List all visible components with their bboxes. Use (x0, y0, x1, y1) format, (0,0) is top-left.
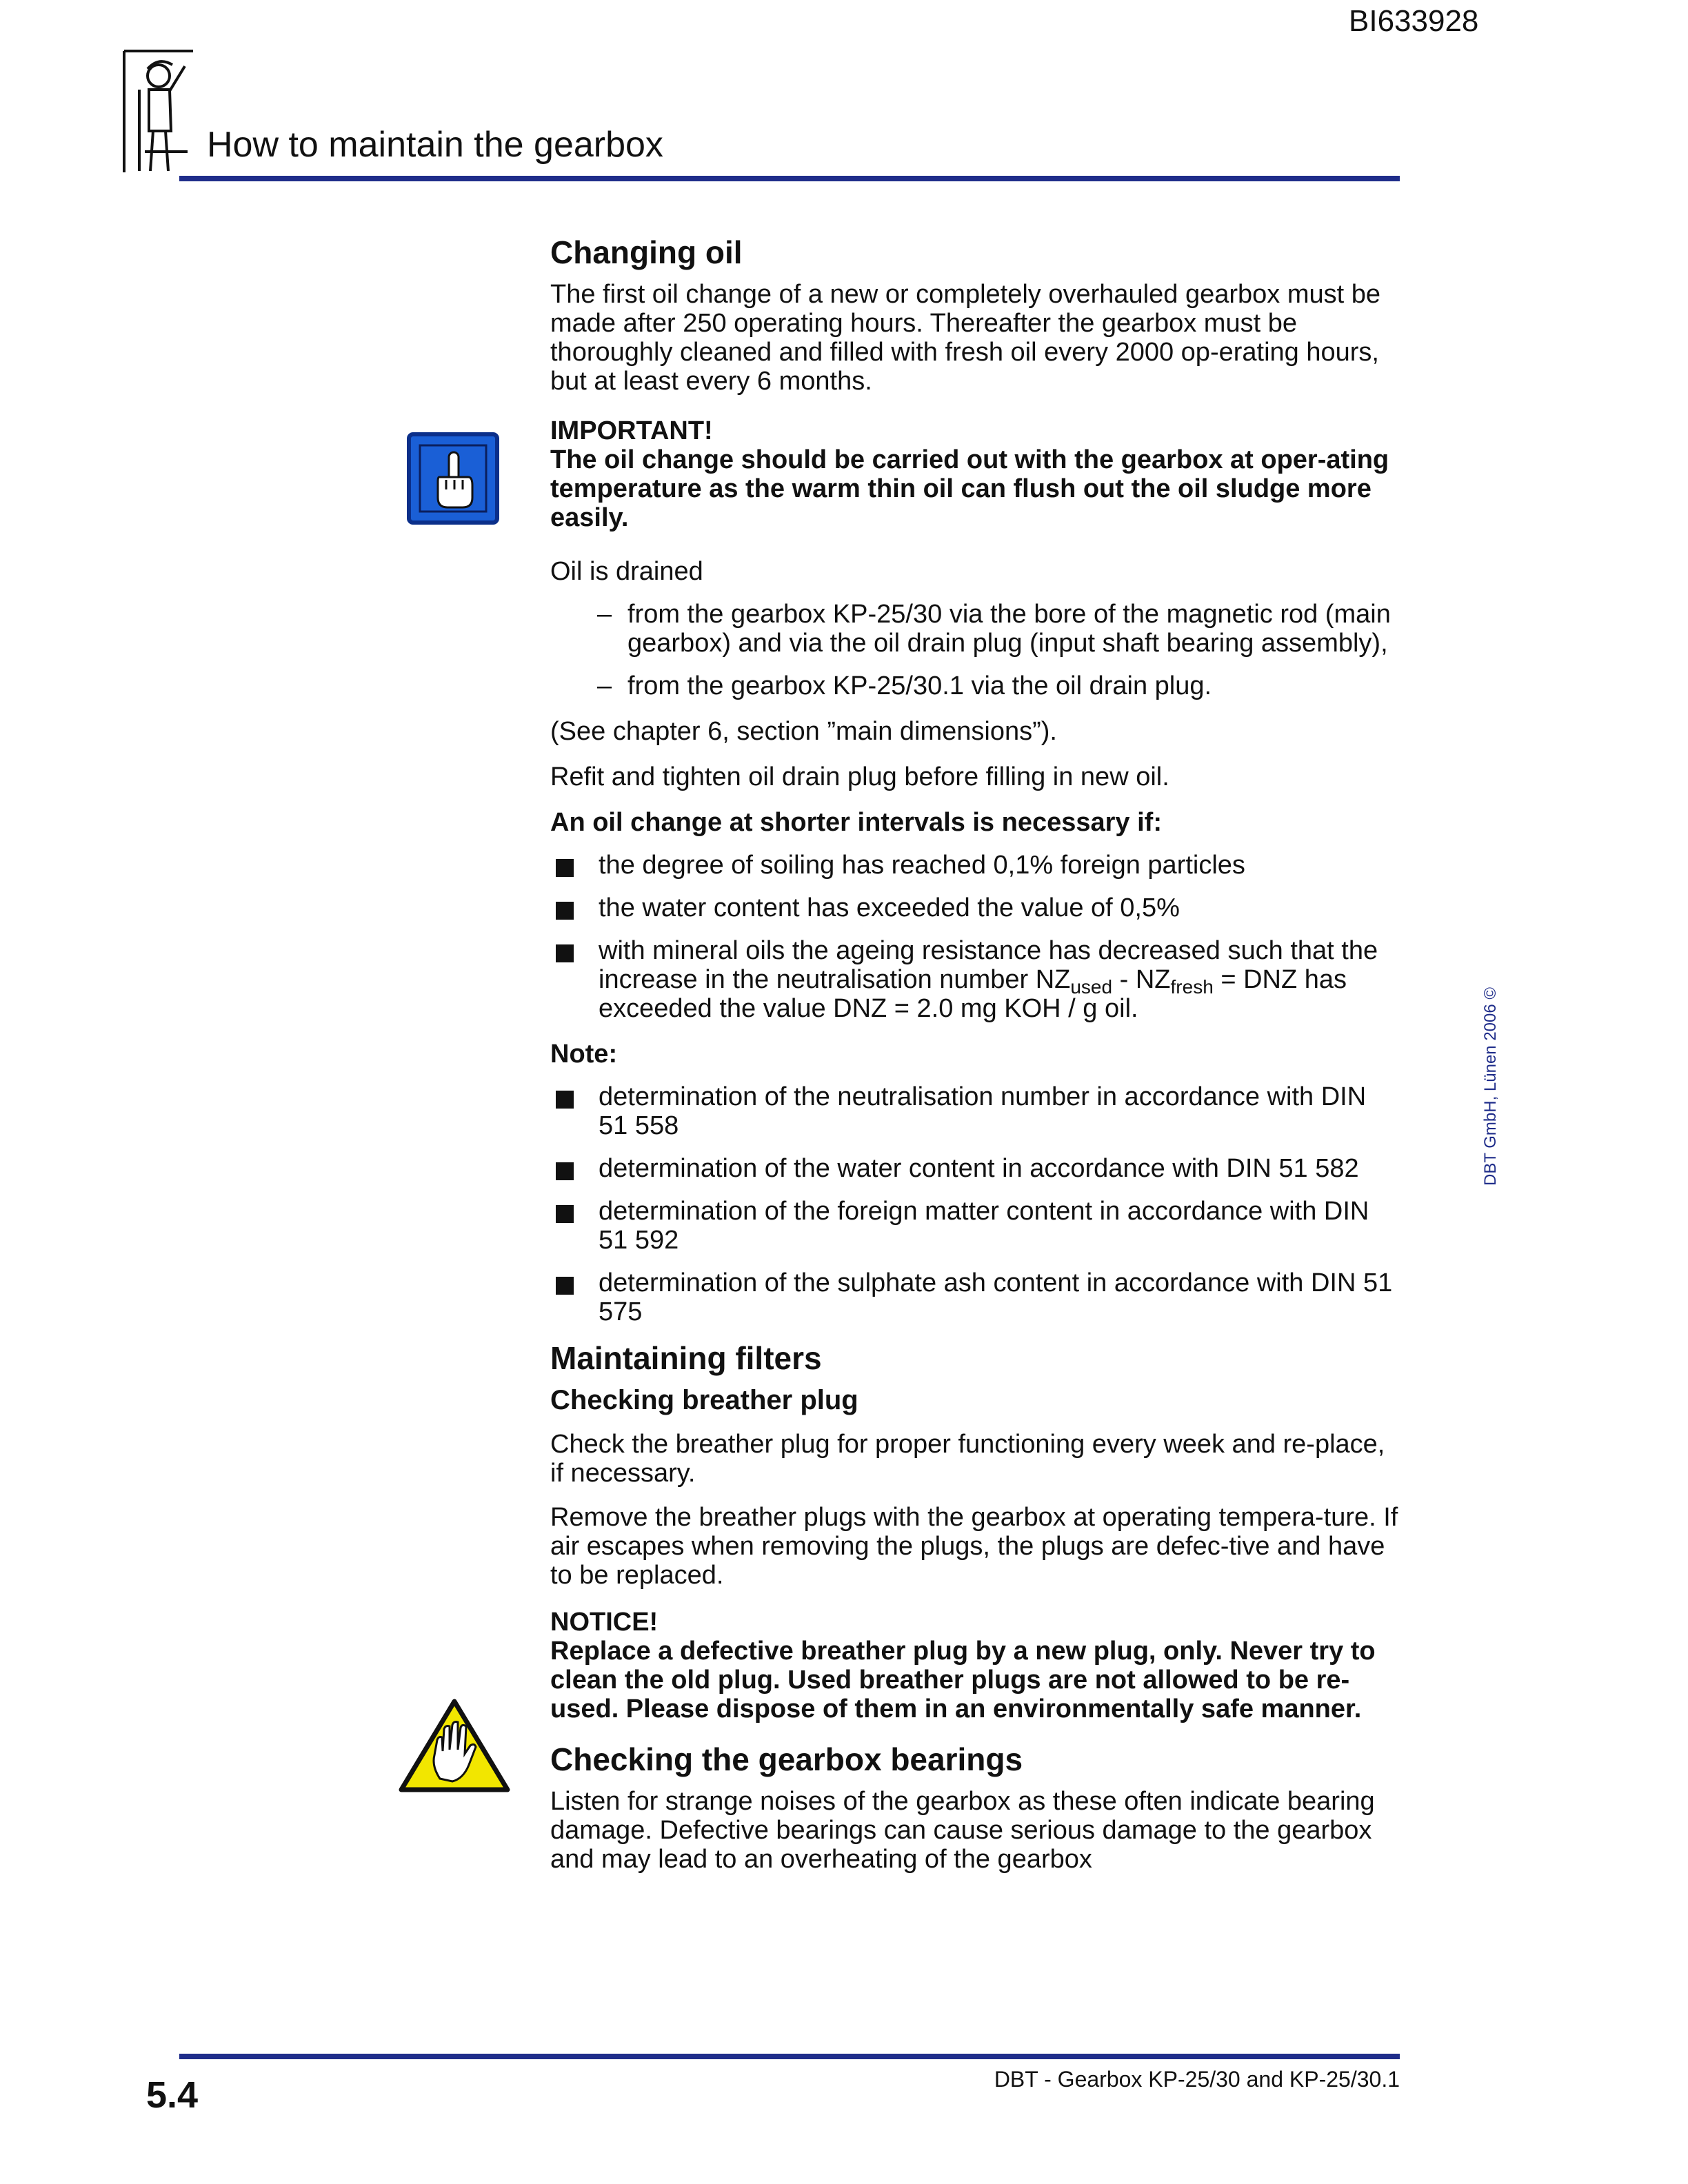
document-id: BI633928 (1349, 4, 1479, 38)
notice-label: NOTICE! (550, 1608, 659, 1637)
notice-callout (550, 1608, 1400, 1723)
important-text: The oil change should be carried out with the gearbox at oper-ating temperature as the warm thin oil can flush out the oil sludge more easily. (550, 445, 1389, 532)
header-rule (179, 176, 1400, 181)
note-list (550, 1082, 1400, 1326)
bullet-square-icon (556, 944, 574, 962)
list-item: determination of the water content in accordance with DIN 51 582 (550, 1154, 1400, 1183)
list-item: with mineral oils the ageing resistance has decreased such that the increase in the neutralisation number $NZ_{used} - NZ_{fresh}$ = DNZ has exceeded the value DNZ = 2.0 mg KOH / g oil. (550, 936, 1400, 1023)
footer-doc-title: DBT - Gearbox KP-25/30 and KP-25/30.1 (994, 2067, 1400, 2092)
bullet-square-icon (556, 859, 574, 877)
footer-rule (179, 2054, 1400, 2059)
refit-instruction: Refit and tighten oil drain plug before filling in new oil. (550, 762, 1169, 791)
breather-paragraph-2: Remove the breather plugs with the gearbox at operating tempera-ture. If air escapes when removing the plugs, the plugs are defec-tive and have to be replaced. (550, 1503, 1398, 1590)
section-heading-bearings: Checking the gearbox bearings (550, 1741, 1023, 1777)
shorter-intervals-list (550, 851, 1400, 1023)
note-label: Note: (550, 1040, 618, 1069)
pointing-hand-icon (406, 432, 500, 525)
list-item: determination of the foreign matter content in accordance with DIN 51 592 (550, 1197, 1400, 1255)
page-number: 5.4 (146, 2074, 199, 2116)
raised-hand-warning-icon (397, 1697, 512, 1794)
side-copyright: DBT GmbH, Lünen 2006 © (1481, 987, 1500, 1186)
important-label: IMPORTANT! (550, 416, 713, 445)
chapter-reference: (See chapter 6, section ”main dimensions”). (550, 717, 1057, 746)
bearings-paragraph: Listen for strange noises of the gearbox as these often indicate bearing damage. Defective bearings can cause serious damage to the gearbox and may lead to an overheating of the gearbox (550, 1787, 1375, 1874)
bullet-square-icon (556, 1162, 574, 1180)
oil-drained-intro: Oil is drained (550, 557, 703, 586)
bullet-square-icon (556, 1205, 574, 1223)
bullet-square-icon (556, 902, 574, 920)
notice-text: Replace a defective breather plug by a new plug, only. Never try to clean the old plug. Used breather plugs are not allowed to be re-used. Please dispose of them in an environmentally safe manner. (550, 1637, 1376, 1723)
section-heading-changing-oil: Changing oil (550, 234, 743, 270)
worker-icon (119, 48, 194, 176)
list-item: determination of the neutralisation number in accordance with DIN 51 558 (550, 1082, 1400, 1140)
list-item: determination of the sulphate ash content in accordance with DIN 51 575 (550, 1268, 1400, 1326)
breather-paragraph-1: Check the breather plug for proper functioning every week and re-place, if necessary. (550, 1430, 1385, 1488)
bullet-square-icon (556, 1277, 574, 1295)
drain-list (550, 600, 1400, 700)
bullet-square-icon (556, 1091, 574, 1109)
list-item: the water content has exceeded the value of 0,5% (550, 893, 1400, 922)
list-item: the degree of soiling has reached 0,1% foreign particles (550, 851, 1400, 880)
list-item: – from the gearbox KP-25/30 via the bore of the magnetic rod (main gearbox) and via the oil drain plug (input shaft bearing assembly), (597, 600, 1391, 658)
subheading-breather-plug: Checking breather plug (550, 1385, 858, 1415)
page-title: How to maintain the gearbox (207, 125, 663, 165)
list-item: – from the gearbox KP-25/30.1 via the oil drain plug. (597, 671, 1212, 700)
section-heading-maintaining-filters: Maintaining filters (550, 1340, 822, 1376)
intro-paragraph: The first oil change of a new or completely overhauled gearbox must be made after 250 operating hours. Thereafter the gearbox must be thoroughly cleaned and filled with fresh oil every 2000 op-erating hours, but at least every 6 months. (550, 280, 1380, 396)
important-callout (550, 416, 1400, 532)
shorter-intervals-heading: An oil change at shorter intervals is necessary if: (550, 808, 1162, 837)
